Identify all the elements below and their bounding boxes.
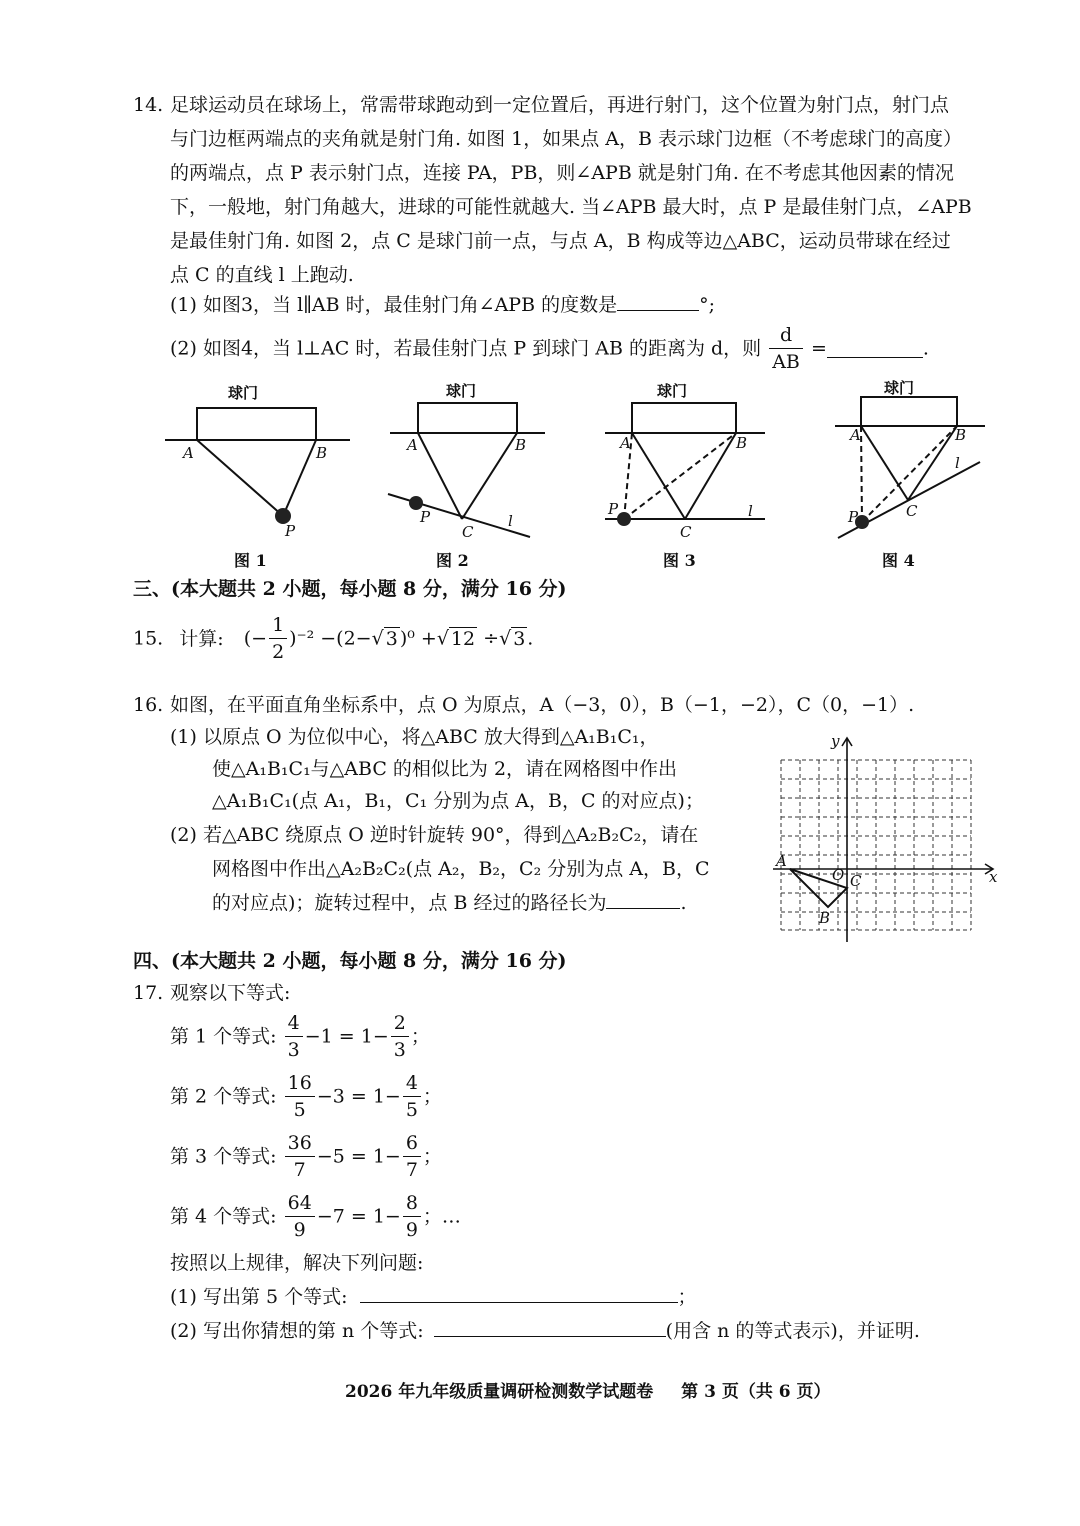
q17-part2-text: (2) 写出你猜想的第 n 个等式: bbox=[170, 1320, 424, 1342]
q17-eq3-label: 第 3 个等式: bbox=[170, 1145, 277, 1168]
q14-part2-text: (2) 如图4，当 l⊥AC 时，若最佳射门点 P 到球门 AB 的距离为 d，则 bbox=[170, 337, 762, 360]
q17-number: 17. bbox=[133, 982, 164, 1004]
q14-part1-unit: °; bbox=[699, 294, 715, 316]
fig3-label-l: l bbox=[748, 502, 753, 520]
fig1-label-A: A bbox=[183, 444, 194, 462]
q17-eq4-frac-b bbox=[403, 1190, 421, 1243]
q17-part2-answer-blank[interactable] bbox=[434, 1318, 666, 1337]
fig2-CB bbox=[462, 433, 517, 519]
q14-frac-num: d bbox=[769, 322, 803, 349]
section3-heading: 三、(本大题共 2 小题，每小题 8 分，满分 16 分) bbox=[133, 578, 567, 600]
q14-part1-text: (1) 如图3，当 l∥AB 时，最佳射门角∠APB 的度数是 bbox=[170, 294, 618, 316]
q17-part2 bbox=[170, 1314, 920, 1348]
q17-eq3-n2: 6 bbox=[403, 1130, 421, 1157]
q17-eq2-end: ； bbox=[422, 1085, 442, 1108]
q14-part1 bbox=[170, 288, 715, 322]
grid-label-B: B bbox=[819, 909, 831, 927]
grid-label-y: y bbox=[831, 732, 840, 750]
fig1-PB bbox=[283, 440, 316, 516]
fig1-PA bbox=[197, 440, 283, 516]
fig3-label-C: C bbox=[680, 523, 692, 541]
q17-eq4-n1: 64 bbox=[285, 1190, 315, 1217]
fig2-label-B: B bbox=[515, 436, 527, 454]
q17-eq-3 bbox=[170, 1130, 442, 1183]
fig1-goal-box bbox=[197, 408, 316, 440]
q17-eq1-mid: −1 = 1− bbox=[304, 1025, 389, 1048]
q15-end: . bbox=[527, 627, 534, 650]
q17-eq3-d1: 7 bbox=[293, 1159, 306, 1181]
fig4-caption: 图 4 bbox=[882, 551, 915, 570]
fig4-goal-box bbox=[861, 397, 957, 426]
q15 bbox=[133, 612, 533, 665]
fig4-label-B: B bbox=[955, 426, 967, 444]
fig3-label-B: B bbox=[736, 434, 748, 452]
fig4-PA bbox=[861, 426, 862, 522]
q15-number: 15. bbox=[133, 627, 164, 650]
q14-line-2: 与门边框两端点的夹角就是射门角. 如图 1，如果点 A，B 表示球门边框（不考虑球门的高度） bbox=[170, 128, 962, 150]
q17-eq2-frac-a bbox=[285, 1070, 315, 1123]
grid-lines bbox=[781, 760, 971, 930]
fig1-caption: 图 1 bbox=[234, 551, 267, 570]
q17-eq4-n2: 8 bbox=[403, 1190, 421, 1217]
fig2-label-l: l bbox=[508, 512, 513, 530]
q15-r12: 12 bbox=[450, 627, 476, 650]
q17-eq3-frac-b bbox=[403, 1130, 421, 1183]
q15-label: 计算: bbox=[179, 627, 224, 650]
fig4-label-l: l bbox=[955, 454, 960, 472]
q14-line-3: 的两端点，点 P 表示射门点，连接 PA，PB，则∠APB 就是射门角. 在不考虑其他因素的情况 bbox=[170, 162, 954, 184]
q16-last-end: . bbox=[680, 892, 687, 914]
q17-eq1-end: ； bbox=[410, 1025, 430, 1048]
q15-r3: 3 bbox=[385, 627, 398, 650]
fig4-label-C: C bbox=[906, 502, 918, 520]
q17-eq2-mid: −3 = 1− bbox=[316, 1085, 401, 1108]
q15-mid: −(2− bbox=[314, 627, 372, 650]
q17-eq1-n1: 4 bbox=[285, 1010, 303, 1037]
q17-part1-end: ； bbox=[677, 1286, 697, 1308]
q14-part1-answer-blank[interactable] bbox=[617, 292, 699, 311]
q17-eq1-frac-a bbox=[285, 1010, 303, 1063]
q14-part2-answer-blank[interactable] bbox=[827, 339, 923, 358]
q16-line-3: △A₁B₁C₁(点 A₁，B₁，C₁ 分别为点 A，B，C 的对应点)； bbox=[212, 790, 704, 812]
q14-frac-den: AB bbox=[772, 351, 800, 373]
fig2-goal-label: 球门 bbox=[446, 382, 477, 400]
q15-fraction bbox=[269, 612, 287, 665]
q17-eq2-d1: 5 bbox=[293, 1099, 306, 1121]
q17-eq-2 bbox=[170, 1070, 442, 1123]
q15-frac-num: 1 bbox=[269, 612, 287, 639]
q15-exp0: )⁰ bbox=[399, 627, 415, 650]
q17-eq3-frac-a bbox=[285, 1130, 315, 1183]
fig3-goal-box bbox=[632, 403, 736, 433]
q17-eq2-frac-b bbox=[403, 1070, 421, 1123]
q17-part1 bbox=[170, 1280, 697, 1314]
section4-heading: 四、(本大题共 2 小题，每小题 8 分，满分 16 分) bbox=[133, 950, 567, 972]
fig2-goal-box bbox=[418, 403, 517, 433]
footer-title: 2026 年九年级质量调研检测数学试题卷 bbox=[345, 1382, 654, 1402]
fig2-label-A: A bbox=[407, 436, 418, 454]
q14-line-1: 足球运动员在球场上，常需带球跑动到一定位置后，再进行射门，这个位置为射门点，射门点 bbox=[170, 94, 950, 116]
q15-r3b: 3 bbox=[513, 627, 526, 650]
fig4-label-P: P bbox=[848, 508, 859, 526]
fig4-goal-label: 球门 bbox=[884, 379, 915, 397]
q16-grid bbox=[765, 730, 1005, 945]
grid-label-O: O bbox=[832, 866, 845, 884]
fig1-label-B: B bbox=[316, 444, 328, 462]
q17-eq2-n1: 16 bbox=[285, 1070, 315, 1097]
q15-exp1: )⁻² bbox=[289, 627, 315, 650]
fig3-ball-icon bbox=[617, 512, 631, 526]
fig1-label-P: P bbox=[285, 522, 296, 540]
q14-figures bbox=[150, 376, 1030, 576]
fig2-label-C: C bbox=[462, 523, 474, 541]
q17-eq4-label: 第 4 个等式: bbox=[170, 1205, 277, 1228]
q15-sqrt12: √ 12 bbox=[436, 627, 476, 650]
fig3-CB bbox=[685, 433, 736, 519]
fig4-CA bbox=[861, 426, 908, 500]
q17-eq-4 bbox=[170, 1190, 461, 1243]
fig4-CB bbox=[908, 426, 957, 500]
q17-eq2-label: 第 2 个等式: bbox=[170, 1085, 277, 1108]
grid-label-C: C bbox=[850, 872, 862, 890]
q14-part2-end: . bbox=[922, 337, 929, 360]
q16-last-text: 的对应点)；旋转过程中，点 B 经过的路径长为 bbox=[212, 892, 607, 914]
q16-line-5: 网格图中作出△A₂B₂C₂(点 A₂，B₂，C₂ 分别为点 A，B，C bbox=[212, 858, 710, 880]
q15-paren-open: (− bbox=[243, 627, 268, 650]
q17-eq4-d2: 9 bbox=[405, 1219, 418, 1241]
q15-sqrt3: √ 3 bbox=[371, 627, 398, 650]
fig2-caption: 图 2 bbox=[436, 551, 469, 570]
q14-part2-fraction bbox=[769, 322, 803, 375]
q17-eq3-n1: 36 bbox=[285, 1130, 315, 1157]
q17-eq-1 bbox=[170, 1010, 430, 1063]
q17-intro: 观察以下等式: bbox=[170, 982, 291, 1004]
fig3-label-A: A bbox=[620, 434, 631, 452]
q17-eq1-d1: 3 bbox=[287, 1039, 300, 1061]
footer bbox=[345, 1377, 831, 1402]
q14-part2-eq: = bbox=[810, 337, 827, 360]
q16-number: 16. bbox=[133, 694, 164, 716]
fig3-caption: 图 3 bbox=[663, 551, 696, 570]
q14-part2 bbox=[170, 322, 929, 375]
q17-eq4-d1: 9 bbox=[293, 1219, 306, 1241]
q17-eq4-frac-a bbox=[285, 1190, 315, 1243]
q16-line-4: (2) 若△ABC 绕原点 O 逆时针旋转 90°，得到△A₂B₂C₂，请在 bbox=[170, 824, 699, 846]
q15-frac-den: 2 bbox=[272, 641, 285, 663]
q17-eq1-d2: 3 bbox=[393, 1039, 406, 1061]
q17-part1-answer-blank[interactable] bbox=[360, 1284, 678, 1303]
q17-part2-end: (用含 n 的等式表示)，并证明. bbox=[665, 1320, 920, 1342]
fig3-goal-label: 球门 bbox=[657, 382, 688, 400]
q17-eq4-end: ；… bbox=[422, 1205, 461, 1228]
q15-div: ÷ bbox=[477, 627, 500, 650]
q17-eq3-d2: 7 bbox=[405, 1159, 418, 1181]
q16-line-2: 使△A₁B₁C₁与△ABC 的相似比为 2，请在网格图中作出 bbox=[212, 758, 678, 780]
q16-intro: 如图，在平面直角坐标系中，点 O 为原点，A（−3，0），B（−1，−2），C（0，−1）. bbox=[170, 694, 915, 716]
q17-eq4-mid: −7 = 1− bbox=[316, 1205, 401, 1228]
grid-label-x: x bbox=[989, 868, 998, 886]
q17-eq1-frac-b bbox=[391, 1010, 409, 1063]
q17-eq2-n2: 4 bbox=[403, 1070, 421, 1097]
q17-eq1-n2: 2 bbox=[391, 1010, 409, 1037]
q17-part1-text: (1) 写出第 5 个等式: bbox=[170, 1286, 348, 1308]
grid-label-A: A bbox=[776, 852, 787, 870]
q14-number: 14. bbox=[133, 94, 164, 116]
q16-line-6 bbox=[212, 886, 687, 920]
q15-sqrt3b: √ 3 bbox=[499, 627, 526, 650]
footer-page: 第 3 页（共 6 页） bbox=[681, 1382, 831, 1402]
q14-line-4: 下，一般地，射门角越大，进球的可能性就越大. 当∠APB 最大时，点 P 是最佳射门点，∠APB bbox=[170, 196, 972, 218]
q14-line-5: 是最佳射门角. 如图 2，点 C 是球门前一点，与点 A，B 构成等边△ABC，运动员带球在经过 bbox=[170, 230, 951, 252]
q17-eq1-label: 第 1 个等式: bbox=[170, 1025, 277, 1048]
q15-plus: + bbox=[414, 627, 437, 650]
fig3-label-P: P bbox=[608, 500, 619, 518]
fig2-label-P: P bbox=[420, 508, 431, 526]
q16-line-1: (1) 以原点 O 为位似中心，将△ABC 放大得到△A₁B₁C₁， bbox=[170, 726, 659, 748]
q17-eq2-d2: 5 bbox=[405, 1099, 418, 1121]
fig1-goal-label: 球门 bbox=[228, 384, 259, 402]
q14-line-6: 点 C 的直线 l 上跑动. bbox=[170, 264, 354, 286]
q17-eq3-end: ； bbox=[422, 1145, 442, 1168]
q17-eq3-mid: −5 = 1− bbox=[316, 1145, 401, 1168]
fig4-label-A: A bbox=[850, 426, 861, 444]
q16-answer-blank[interactable] bbox=[606, 890, 680, 909]
q17-rule: 按照以上规律，解决下列问题: bbox=[170, 1252, 424, 1274]
